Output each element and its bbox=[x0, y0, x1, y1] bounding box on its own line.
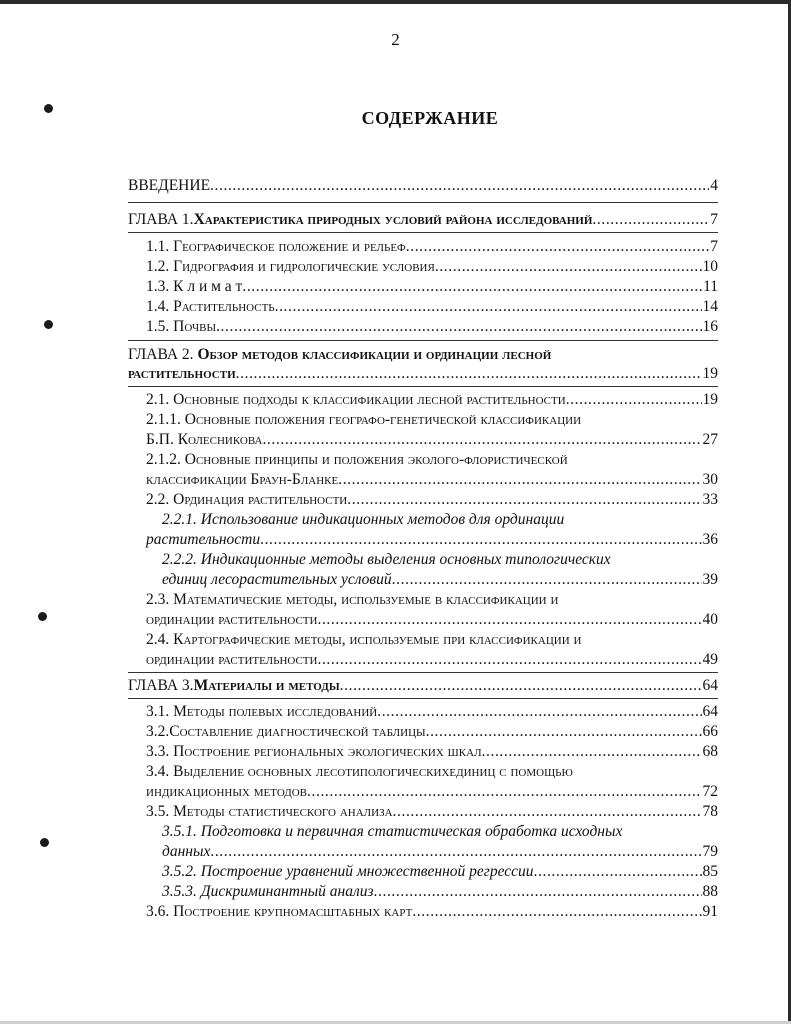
page-title: СОДЕРЖАНИЕ bbox=[361, 108, 499, 128]
toc-chapter-3[interactable] bbox=[128, 676, 718, 696]
dot-leader bbox=[307, 782, 701, 802]
dot-leader bbox=[435, 257, 702, 277]
toc-entry-label: ВВЕДЕНИЕ bbox=[128, 177, 211, 194]
toc-entry-line1[interactable]: 2.1.2. Основные принципы и положения эколого-флористической bbox=[146, 451, 568, 468]
toc-entry[interactable]: ординации растительности ..... 49 bbox=[146, 650, 718, 670]
chapter-prefix: ГЛАВА 1. bbox=[128, 211, 194, 228]
section-divider bbox=[128, 232, 718, 233]
dot-leader bbox=[216, 317, 701, 337]
toc-entry[interactable]: 3.5.3. Дискриминантный анализ ..... 88 bbox=[162, 882, 718, 902]
chapter-title: Обзор методов классификации и ординации лесной bbox=[197, 346, 552, 363]
section-divider bbox=[128, 698, 718, 699]
dot-leader bbox=[317, 650, 701, 670]
binding-hole-mark bbox=[40, 838, 49, 847]
dot-leader bbox=[566, 390, 702, 410]
dot-leader bbox=[534, 862, 702, 882]
binding-hole-mark bbox=[38, 612, 47, 621]
chapter-prefix: ГЛАВА 2. bbox=[128, 346, 198, 363]
toc-entry-line1[interactable]: 3.4. Выделение основных лесотипологическихединиц с помощью bbox=[146, 763, 573, 780]
dot-leader bbox=[275, 297, 702, 317]
toc-entry[interactable]: 2.2. Ординация растительности ..... 33 bbox=[146, 490, 718, 510]
toc-entry[interactable]: индикационных методов ..... 72 bbox=[146, 782, 718, 802]
toc-entry[interactable]: 1.2. Гидрография и гидрологические условия ..... 10 bbox=[146, 257, 718, 277]
dot-leader bbox=[347, 490, 701, 510]
dot-leader bbox=[393, 802, 702, 822]
dot-leader bbox=[262, 430, 701, 450]
toc-entry-intro[interactable] bbox=[128, 176, 718, 196]
section-divider bbox=[128, 672, 718, 673]
dot-leader bbox=[426, 722, 702, 742]
dot-leader bbox=[406, 237, 710, 257]
toc-entry-line1[interactable]: 3.5.1. Подготовка и первичная статистическая обработка исходных bbox=[162, 823, 623, 840]
chapter-prefix: ГЛАВА 3. bbox=[128, 677, 194, 694]
toc-entry[interactable]: 1.4. Растительность ..... 14 bbox=[146, 297, 718, 317]
toc-entry[interactable]: единиц лесорастительных условий ..... 39 bbox=[162, 570, 718, 590]
toc-page-number: 7 bbox=[710, 211, 718, 228]
toc-entry[interactable]: 1.3. К л и м а т ..... 11 bbox=[146, 277, 718, 297]
toc-entry[interactable]: 3.3. Построение региональных экологических шкал ..... 68 bbox=[146, 742, 718, 762]
toc-page-number: 4 bbox=[710, 177, 718, 194]
toc-entry-line1[interactable]: 2.4. Картографические методы, используемые при классификации и bbox=[146, 631, 582, 648]
dot-leader bbox=[210, 842, 701, 862]
dot-leader bbox=[412, 902, 701, 922]
toc-chapter-2[interactable] bbox=[128, 364, 718, 384]
toc-page-number: 64 bbox=[702, 677, 718, 694]
section-divider bbox=[128, 386, 718, 387]
toc-entry[interactable]: 1.5. Почвы ..... 16 bbox=[146, 317, 718, 337]
chapter-title: Характеристика природных условий района исследований bbox=[193, 211, 593, 228]
dot-leader bbox=[317, 610, 701, 630]
toc-entry[interactable]: Б.П. Колесникова ..... 27 bbox=[146, 430, 718, 450]
section-divider bbox=[128, 202, 718, 203]
page-number: 2 bbox=[391, 30, 400, 49]
dot-leader bbox=[338, 470, 701, 490]
toc-entry[interactable]: классификации Браун-Бланке ..... 30 bbox=[146, 470, 718, 490]
toc-entry[interactable]: 3.5. Методы статистического анализа ..... 78 bbox=[146, 802, 718, 822]
toc-page-number: 19 bbox=[702, 365, 718, 382]
dot-leader bbox=[592, 210, 709, 230]
dot-leader bbox=[236, 364, 702, 384]
toc-entry[interactable]: 1.1. Географическое положение и рельеф ..... 7 bbox=[146, 237, 718, 257]
dot-leader bbox=[482, 742, 702, 762]
toc-entry[interactable]: ординации растительности ..... 40 bbox=[146, 610, 718, 630]
toc-entry-line1[interactable]: 2.3. Математические методы, используемые в классификации и bbox=[146, 591, 559, 608]
toc-entry-line1[interactable]: 2.1.1. Основные положения географо-генетической классификации bbox=[146, 411, 582, 428]
toc-entry[interactable]: 3.6. Построение крупномасштабных карт ..... 91 bbox=[146, 902, 718, 922]
toc-entry[interactable]: 3.5.2. Построение уравнений множественной регрессии ..... 85 bbox=[162, 862, 718, 882]
dot-leader bbox=[242, 277, 702, 297]
toc-entry-line1[interactable]: 2.2.1. Использование индикационных методов для ординации bbox=[162, 511, 565, 528]
scan-edge-top bbox=[0, 0, 791, 4]
toc-entry[interactable]: 3.2.Составление диагностической таблицы ..... 66 bbox=[146, 722, 718, 742]
dot-leader bbox=[392, 570, 702, 590]
chapter-title-cont: растительности bbox=[128, 365, 236, 382]
toc-entry[interactable]: 3.1. Методы полевых исследований ..... 64 bbox=[146, 702, 718, 722]
toc-chapter-2-line1[interactable] bbox=[128, 345, 551, 365]
binding-hole-mark bbox=[44, 320, 53, 329]
dot-leader bbox=[340, 676, 702, 696]
dot-leader bbox=[377, 702, 701, 722]
toc-entry[interactable]: 2.1. Основные подходы к классификации лесной растительности ..... 19 bbox=[146, 390, 718, 410]
toc-chapter-1[interactable] bbox=[128, 210, 718, 230]
dot-leader bbox=[374, 882, 702, 902]
toc-entry[interactable]: растительности ..... 36 bbox=[146, 530, 718, 550]
dot-leader bbox=[260, 530, 701, 550]
toc-entry-line1[interactable]: 2.2.2. Индикационные методы выделения основных типологических bbox=[162, 551, 611, 568]
section-divider bbox=[128, 340, 718, 341]
chapter-title: Материалы и методы bbox=[193, 677, 340, 694]
dot-leader bbox=[210, 176, 709, 196]
toc-entry[interactable]: данных ..... 79 bbox=[162, 842, 718, 862]
